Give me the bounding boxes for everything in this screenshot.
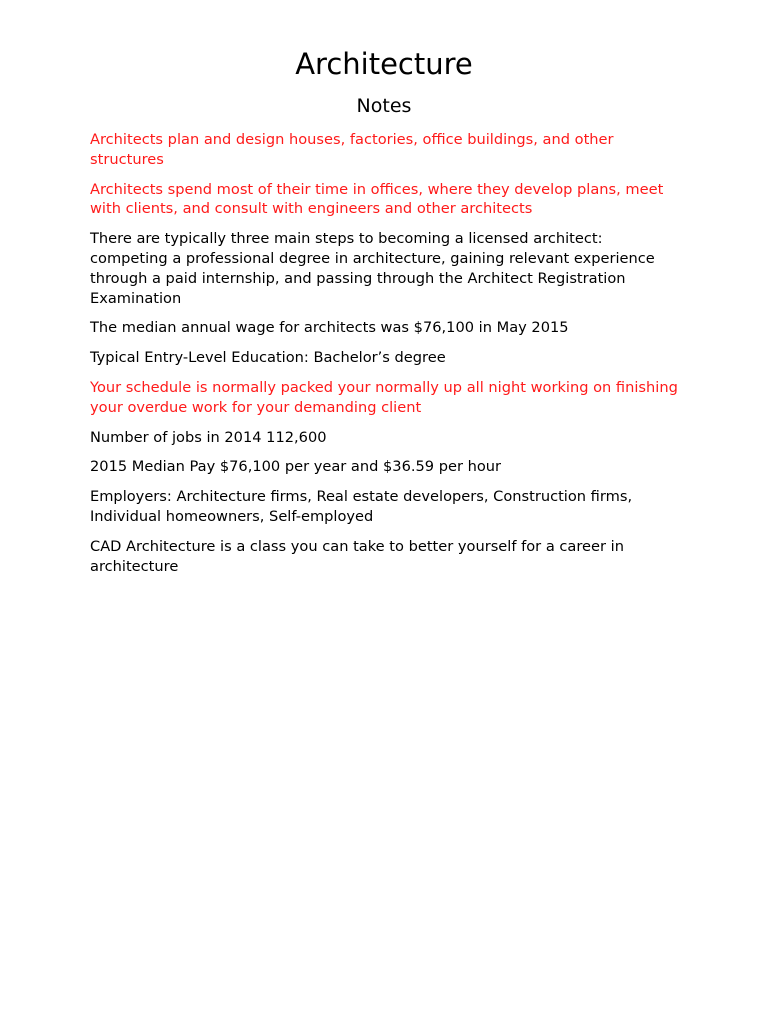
note-paragraph: The median annual wage for architects was $76,100 in May 2015 (90, 319, 569, 337)
note-paragraph: Employers: Architecture firms, Real estate developers, Construction firms, Individual homeowners, Self-employed (90, 488, 633, 525)
notes-list (90, 130, 678, 576)
document-subtitle: Notes (356, 95, 412, 117)
document-title: Architecture (295, 47, 473, 81)
note-paragraph: 2015 Median Pay $76,100 per year and $36.59 per hour (90, 458, 502, 476)
note-paragraph: Number of jobs in 2014 112,600 (90, 428, 327, 446)
note-paragraph: There are typically three main steps to becoming a licensed architect: competing a professional degree in architecture, gaining relevant experience through a paid internship, and passing through the Architect Registration Examination (90, 230, 655, 307)
note-paragraph: Architects plan and design houses, factories, office buildings, and other structures (90, 131, 614, 168)
note-paragraph: Typical Entry-Level Education: Bachelor’s degree (90, 349, 446, 367)
note-paragraph: Your schedule is normally packed your normally up all night working on finishing your overdue work for your demanding client (90, 378, 678, 416)
note-paragraph: CAD Architecture is a class you can take to better yourself for a career in architecture (90, 537, 624, 575)
note-paragraph: Architects spend most of their time in offices, where they develop plans, meet with clients, and consult with engineers and other architects (90, 180, 664, 218)
